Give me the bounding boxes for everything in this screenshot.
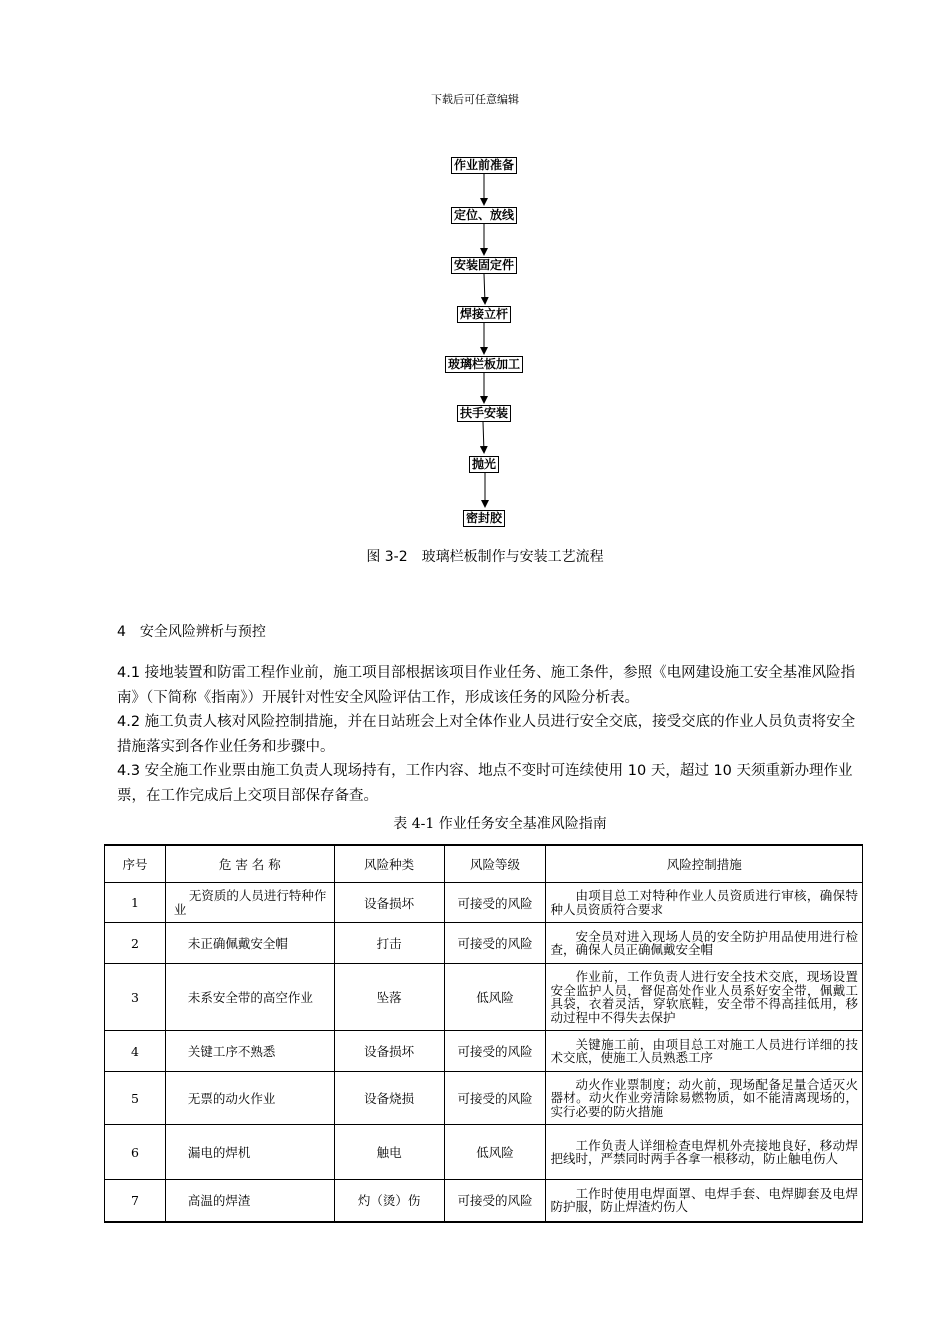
row-level: 低风险 <box>444 1125 546 1180</box>
row-no: 1 <box>105 883 166 923</box>
table-row <box>105 964 863 1031</box>
flow-step-sealant: 密封胶 <box>463 510 505 527</box>
row-level: 可接受的风险 <box>444 1180 546 1222</box>
paragraph-4-3: 4.3 安全施工作业票由施工负责人现场持有，工作内容、地点不变时可连续使用 10 天，超过 10 天须重新办理作业票，在工作完成后上交项目部保存备查。 <box>117 763 853 804</box>
table-row <box>105 1125 863 1180</box>
row-type: 设备损坏 <box>334 1031 444 1072</box>
table-row <box>105 1180 863 1222</box>
row-no: 2 <box>105 923 166 964</box>
row-hazard: 未正确佩戴安全帽 <box>165 923 334 964</box>
table-row <box>105 883 863 923</box>
flow-arrow-3 <box>484 274 485 303</box>
col-header-no: 序号 <box>105 845 166 883</box>
row-level: 可接受的风险 <box>444 883 546 923</box>
table-row <box>105 923 863 964</box>
row-measure: 工作时使用电焊面罩、电焊手套、电焊脚套及电焊防护服，防止焊渣灼伤人 <box>546 1180 863 1222</box>
row-no: 4 <box>105 1031 166 1072</box>
flow-step-glass-processing: 玻璃栏板加工 <box>445 356 523 373</box>
process-flowchart <box>0 0 950 540</box>
table-header-row <box>105 845 863 883</box>
table-row <box>105 1072 863 1125</box>
risk-table <box>104 844 863 1223</box>
row-measure: 作业前，工作负责人进行安全技术交底，现场设置安全监护人员，督促高处作业人员系好安全带，佩戴工具袋，衣着灵活，穿软底鞋，安全带不得高挂低用，移动过程中不得失去保护 <box>546 964 863 1031</box>
row-measure: 动火作业票制度；动火前，现场配备足量合适灭火器材。动火作业旁清除易燃物质，如不能清离现场的，实行必要的防火措施 <box>546 1072 863 1125</box>
row-hazard: 无票的动火作业 <box>165 1072 334 1125</box>
row-type: 设备烧损 <box>334 1072 444 1125</box>
flow-step-positioning: 定位、放线 <box>451 207 517 224</box>
flow-step-install-fixings: 安装固定件 <box>451 257 517 274</box>
row-no: 7 <box>105 1180 166 1222</box>
flow-step-weld-posts: 焊接立杆 <box>457 306 511 323</box>
col-header-measure: 风险控制措施 <box>546 845 863 883</box>
table-caption: 表 4-1 作业任务安全基准风险指南 <box>393 816 607 832</box>
col-header-level: 风险等级 <box>444 845 546 883</box>
paragraph-4-1: 4.1 接地装置和防雷工程作业前，施工项目部根据该项目作业任务、施工条件，参照《电网建设施工安全基准风险指南》（下简称《指南》）开展针对性安全风险评估工作，形成该任务的风险分析表。 <box>117 665 856 706</box>
row-measure: 工作负责人详细检查电焊机外壳接地良好，移动焊把线时，严禁同时两手各拿一根移动，防止触电伤人 <box>546 1125 863 1180</box>
row-no: 6 <box>105 1125 166 1180</box>
row-no: 3 <box>105 964 166 1031</box>
row-measure: 安全员对进入现场人员的安全防护用品使用进行检查，确保人员正确佩戴安全帽 <box>546 923 863 964</box>
row-type: 打击 <box>334 923 444 964</box>
row-measure: 关键施工前，由项目总工对施工人员进行详细的技术交底，使施工人员熟悉工序 <box>546 1031 863 1072</box>
row-hazard: 无资质的人员进行特种作业 <box>165 883 334 923</box>
row-type: 灼（烫）伤 <box>334 1180 444 1222</box>
row-level: 可接受的风险 <box>444 1072 546 1125</box>
flow-step-polish: 抛光 <box>469 456 499 473</box>
row-hazard: 漏电的焊机 <box>165 1125 334 1180</box>
row-level: 低风险 <box>444 964 546 1031</box>
flow-step-handrail: 扶手安装 <box>457 405 511 422</box>
flow-step-prep: 作业前准备 <box>451 157 517 174</box>
col-header-hazard: 危 害 名 称 <box>165 845 334 883</box>
row-hazard: 关键工序不熟悉 <box>165 1031 334 1072</box>
paragraph-4-2: 4.2 施工负责人核对风险控制措施，并在日站班会上对全体作业人员进行安全交底，接受交底的作业人员负责将安全措施落实到各作业任务和步骤中。 <box>117 714 856 755</box>
row-level: 可接受的风险 <box>444 923 546 964</box>
row-hazard: 高温的焊渣 <box>165 1180 334 1222</box>
section-heading: 4 安全风险辨析与预控 <box>117 624 266 640</box>
header-note: 下载后可任意编辑 <box>431 93 519 106</box>
table-row <box>105 1031 863 1072</box>
body-text <box>117 661 857 808</box>
row-measure: 由项目总工对特种作业人员资质进行审核，确保特种人员资质符合要求 <box>546 883 863 923</box>
row-level: 可接受的风险 <box>444 1031 546 1072</box>
row-type: 设备损坏 <box>334 883 444 923</box>
row-type: 坠落 <box>334 964 444 1031</box>
flow-arrow-6 <box>483 422 484 452</box>
row-no: 5 <box>105 1072 166 1125</box>
row-type: 触电 <box>334 1125 444 1180</box>
col-header-type: 风险种类 <box>334 845 444 883</box>
figure-caption: 图 3-2 玻璃栏板制作与安装工艺流程 <box>366 549 604 565</box>
row-hazard: 未系安全带的高空作业 <box>165 964 334 1031</box>
